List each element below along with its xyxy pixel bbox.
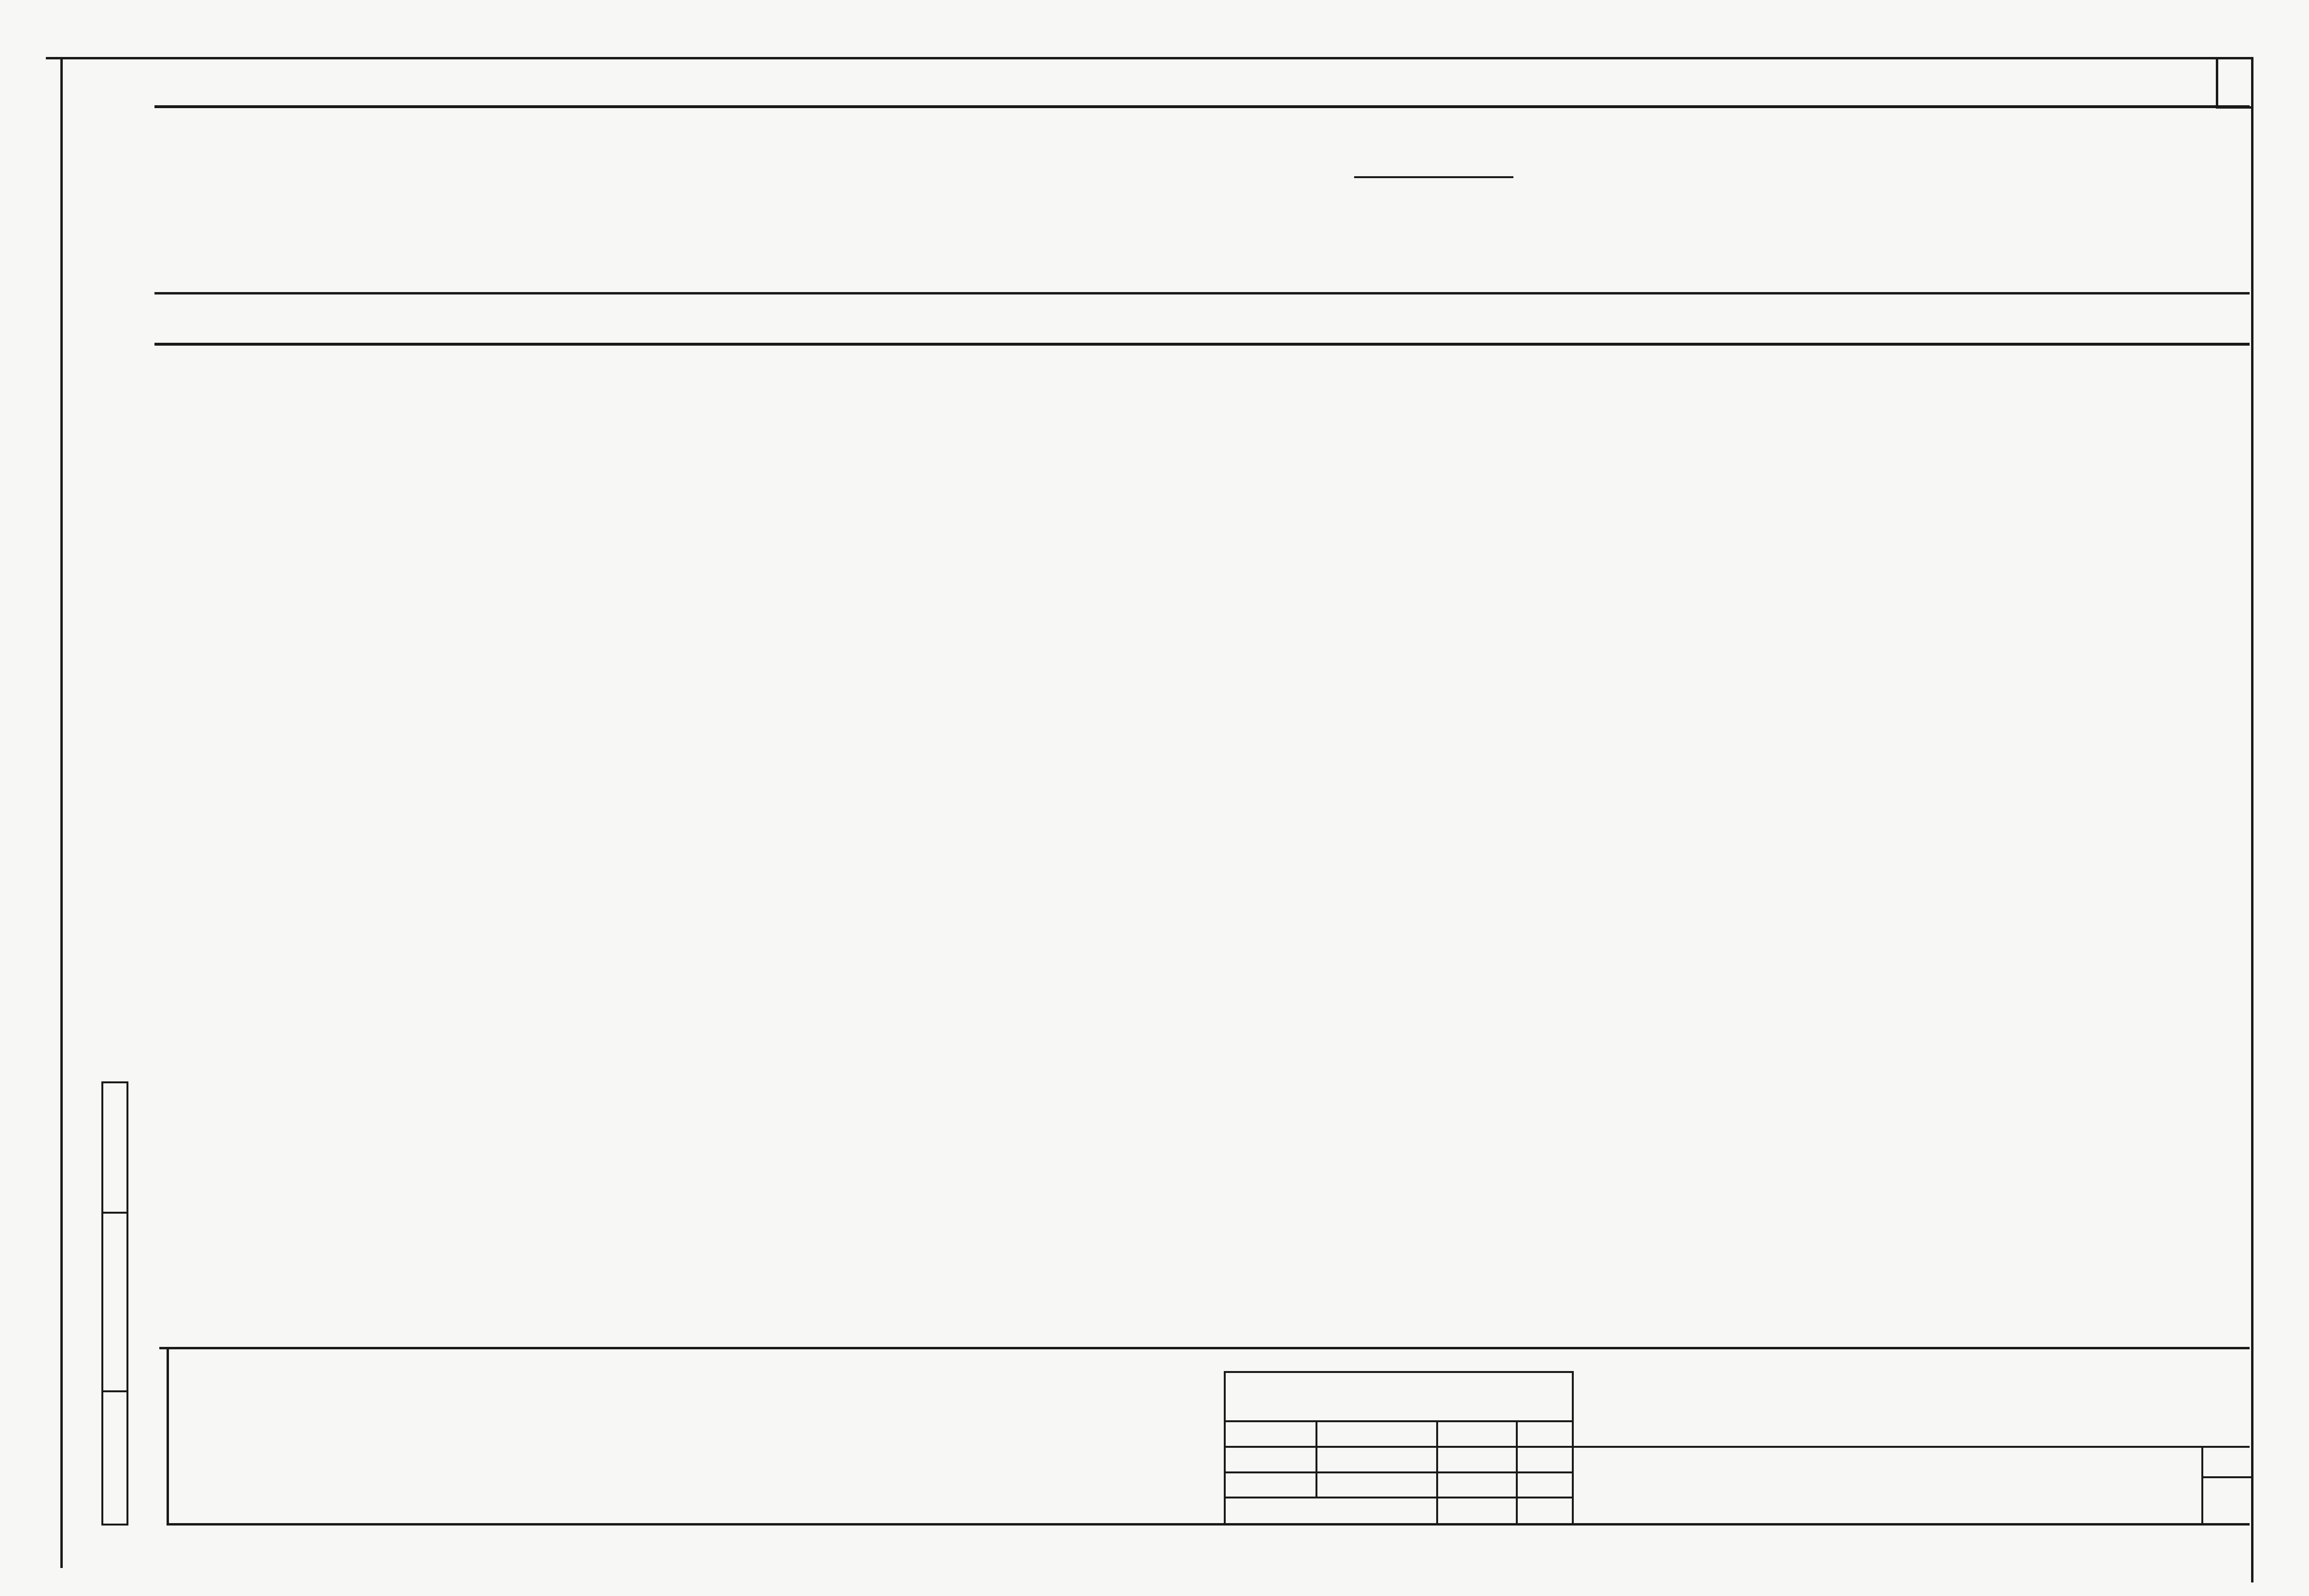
col-8-header — [1890, 116, 2015, 285]
col-6-header — [1516, 111, 1699, 280]
priv-right — [1572, 1371, 1574, 1526]
stamp-div2 — [101, 1390, 128, 1392]
col-2-header — [261, 111, 1159, 280]
col-1-header — [159, 111, 256, 280]
page-number-box-left — [2216, 57, 2218, 108]
hdr-top-line — [154, 105, 2250, 108]
stamp-col-r — [126, 1081, 128, 1526]
priv-left — [1224, 1371, 1226, 1526]
sheet-box-mid — [2201, 1476, 2252, 1478]
priv-h4 — [1224, 1497, 1574, 1498]
sheet-box-left — [2201, 1446, 2203, 1526]
album-label — [109, 531, 135, 550]
doc-code — [1617, 1484, 1637, 1512]
priv-h2 — [1224, 1446, 1574, 1448]
tb-bottom — [167, 1523, 2250, 1526]
right-border — [2251, 57, 2253, 1582]
stamp-top — [101, 1081, 128, 1083]
priv-h3 — [1224, 1471, 1574, 1473]
col-10-header — [2129, 113, 2245, 282]
left-border — [60, 57, 63, 1568]
priv-v2 — [1436, 1420, 1438, 1526]
doc-area-top — [1574, 1446, 2250, 1448]
col-3-header — [1166, 111, 1352, 290]
num-row-bottom — [154, 343, 2250, 346]
unit-group-divider — [1354, 176, 1513, 178]
col-4-header — [1357, 179, 1434, 285]
unit-group-header — [1357, 109, 1511, 176]
priv-v3 — [1516, 1420, 1518, 1526]
tb-top — [159, 1347, 2250, 1349]
priv-top — [1224, 1371, 1574, 1373]
col-9-header — [2020, 111, 2124, 280]
tb-left — [167, 1347, 169, 1526]
hdr-bottom-line — [154, 292, 2250, 294]
stamp-col-l — [101, 1081, 103, 1526]
top-border — [46, 57, 2252, 59]
priv-h1 — [1224, 1420, 1574, 1422]
priv-v1 — [1315, 1420, 1317, 1498]
col-5-header — [1436, 179, 1513, 285]
stamp-bottom — [101, 1524, 128, 1526]
col-7-header — [1704, 111, 1888, 280]
stamp-div1 — [101, 1212, 128, 1214]
